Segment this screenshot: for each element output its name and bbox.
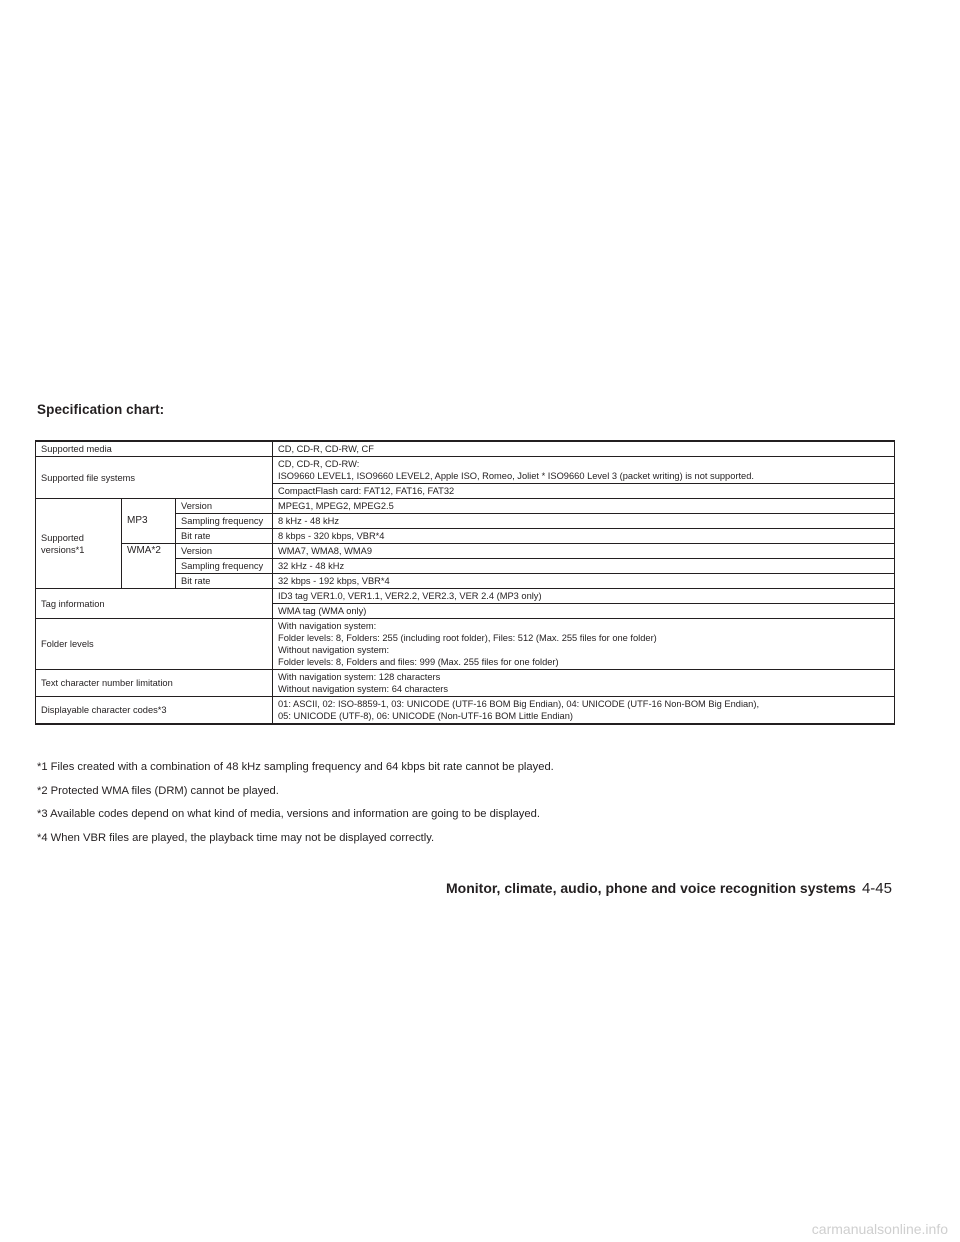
row-value: ID3 tag VER1.0, VER1.1, VER2.2, VER2.3, VER 2.4 (MP3 only) (273, 589, 895, 604)
row-value: CD, CD-R, CD-RW, CF (273, 441, 895, 457)
attribute-label: Version (176, 499, 273, 514)
footnote: *3 Available codes depend on what kind of media, versions and information are going to be displayed. (37, 808, 540, 820)
page-number: 4-45 (861, 880, 892, 897)
row-label: Supported media (36, 441, 273, 457)
section-title: Monitor, climate, audio, phone and voice recognition systems (446, 880, 856, 896)
label-line: versions*1 (41, 544, 85, 555)
value-line: CD, CD-R, CD-RW: (278, 459, 360, 469)
page-footer (446, 880, 892, 897)
table-row (36, 670, 895, 697)
row-value: CompactFlash card: FAT12, FAT16, FAT32 (273, 484, 895, 499)
format-label: MP3 (122, 499, 176, 544)
row-value: 32 kbps - 192 kbps, VBR*4 (273, 574, 895, 589)
page-heading: Specification chart: (37, 402, 165, 417)
row-value (273, 670, 895, 697)
label-line: Supported (41, 532, 84, 543)
row-value: WMA tag (WMA only) (273, 604, 895, 619)
row-label: Displayable character codes*3 (36, 697, 273, 725)
value-line: With navigation system: 128 characters (278, 672, 441, 682)
table-row (36, 619, 895, 670)
row-value (273, 457, 895, 484)
table-row (36, 697, 895, 725)
value-line: 05: UNICODE (UTF-8), 06: UNICODE (Non-UTF-16 BOM Little Endian) (278, 711, 573, 721)
footnote: *2 Protected WMA files (DRM) cannot be played. (37, 784, 279, 797)
table-row (36, 544, 895, 559)
row-label: Supported file systems (36, 457, 273, 499)
row-label: Folder levels (36, 619, 273, 670)
row-value: 32 kHz - 48 kHz (273, 559, 895, 574)
attribute-label: Version (176, 544, 273, 559)
row-value (273, 697, 895, 725)
attribute-label: Bit rate (176, 574, 273, 589)
value-line: With navigation system: (278, 621, 377, 631)
table-row (36, 457, 895, 484)
attribute-label: Bit rate (176, 529, 273, 544)
table-row (36, 441, 895, 457)
footnote: *1 Files created with a combination of 48 kHz sampling frequency and 64 kbps bit rate cannot be played. (37, 761, 554, 773)
footnotes (37, 761, 897, 855)
attribute-label: Sampling frequency (176, 559, 273, 574)
row-value (273, 619, 895, 670)
value-line: ISO9660 LEVEL1, ISO9660 LEVEL2, Apple ISO, Romeo, Joliet * ISO9660 Level 3 (packet writing) is not supported. (278, 471, 754, 481)
row-label: Tag information (36, 589, 273, 619)
format-label: WMA*2 (122, 544, 176, 589)
watermark: carmanualsonline.info (811, 1221, 948, 1237)
value-line: 01: ASCII, 02: ISO-8859-1, 03: UNICODE (UTF-16 BOM Big Endian), 04: UNICODE (UTF-16 Non-BOM Big Endian), (278, 699, 760, 709)
row-value: 8 kbps - 320 kbps, VBR*4 (273, 529, 895, 544)
value-line: Without navigation system: 64 characters (278, 684, 449, 694)
table-row (36, 499, 895, 514)
row-label (36, 499, 122, 589)
table-row (36, 589, 895, 604)
row-value: 8 kHz - 48 kHz (273, 514, 895, 529)
attribute-label: Sampling frequency (176, 514, 273, 529)
footnote: *4 When VBR files are played, the playback time may not be displayed correctly. (37, 831, 435, 844)
value-line: Folder levels: 8, Folders: 255 (including root folder), Files: 512 (Max. 255 files for one folder) (278, 633, 657, 643)
row-value: WMA7, WMA8, WMA9 (273, 544, 895, 559)
value-line: Without navigation system: (278, 645, 390, 655)
specification-table (35, 440, 895, 725)
value-line: Folder levels: 8, Folders and files: 999 (Max. 255 files for one folder) (278, 657, 559, 667)
row-label: Text character number limitation (36, 670, 273, 697)
row-value: MPEG1, MPEG2, MPEG2.5 (273, 499, 895, 514)
